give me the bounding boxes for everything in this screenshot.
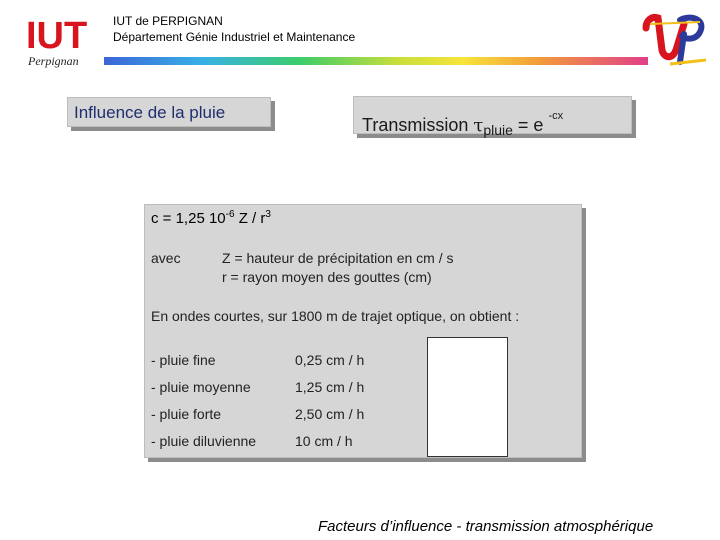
definition-r: r = rayon moyen des gouttes (cm) [222,269,432,285]
svg-text:IUT: IUT [26,15,88,57]
avec-label: avec [151,250,181,266]
institution-name: IUT de PERPIGNAN [113,14,223,28]
transmission-formula-title [353,96,632,138]
rain-rate-value: 0,25 cm / h [295,352,365,368]
formula-exponent-1: -6 [225,209,235,220]
tau-subscript: pluie [483,122,513,138]
rain-rate-value: 10 cm / h [295,433,353,449]
blank-results-box [427,337,508,457]
rain-type-label: - pluie forte [151,406,222,422]
iut-logo [26,14,92,70]
formula-mid: Z / r [234,210,266,227]
rain-type-label: - pluie moyenne [151,379,251,395]
footer-caption: Facteurs d’influence - transmission atmosphérique [318,518,654,535]
definition-z: Z = hauteur de précipitation en cm / s [222,250,454,266]
rain-type-label: - pluie fine [151,352,216,368]
title-exponent: -cx [548,110,564,122]
svg-text:Perpignan: Perpignan [28,54,79,68]
rain-type-label: - pluie diluvienne [151,433,257,449]
slide-title: Influence de la pluie [67,97,271,127]
formula-lhs: c = 1,25 10 [151,210,226,227]
rain-rate-value: 2,50 cm / h [295,406,365,422]
title-prefix: Transmission [362,115,474,135]
coefficient-formula [151,209,271,227]
intro-text: En ondes courtes, sur 1800 m de trajet optique, on obtient : [151,308,520,324]
tau-symbol: τ [473,115,484,136]
color-gradient-bar [104,57,648,65]
formula-exponent-2: 3 [265,209,271,220]
department-name: Département Génie Industriel et Maintenance [113,30,356,44]
title-equals: = e [512,115,549,135]
up-logo [640,10,710,68]
rain-rate-value: 1,25 cm / h [295,379,365,395]
